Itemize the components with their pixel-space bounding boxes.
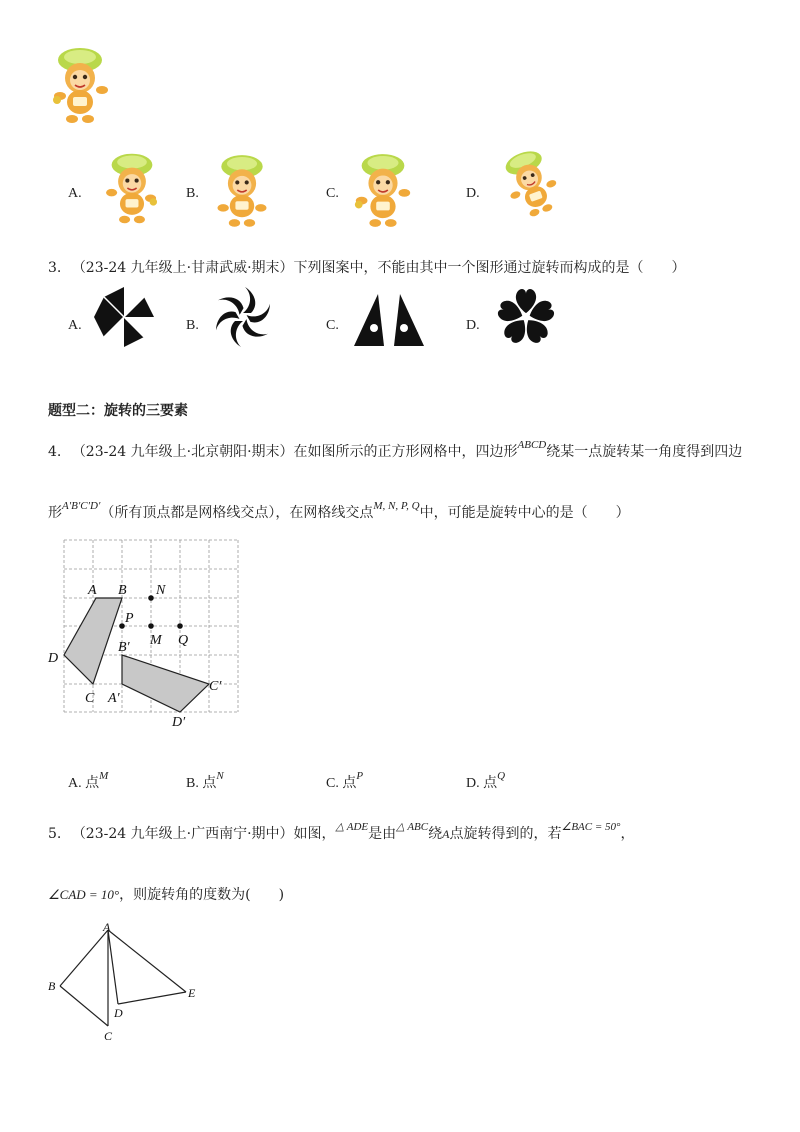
q3-option-d-label[interactable]: D. bbox=[466, 318, 480, 333]
q3-number: 3. bbox=[48, 260, 62, 276]
spiral-pattern-image[interactable] bbox=[210, 284, 276, 350]
q4-text3: 形 bbox=[48, 505, 62, 521]
label-a: A bbox=[88, 583, 97, 598]
q3-text: 下列图案中，不能由其中一个图形通过旋转而构成的是（ ） bbox=[293, 260, 686, 276]
q3-source: （23-24 九年级上·甘肃武威·期末） bbox=[71, 260, 294, 276]
mascot-option-d-image[interactable] bbox=[498, 148, 564, 218]
q4-text1: 在如图所示的正方形网格中，四边形 bbox=[293, 444, 518, 460]
point-n-dot bbox=[148, 595, 154, 601]
q4-quad1: ABCD bbox=[517, 439, 547, 451]
hearts-pattern-image[interactable] bbox=[492, 284, 560, 350]
q4-quad2: A′B′C′D′ bbox=[62, 500, 101, 512]
q4-option-d-word: 点 bbox=[483, 775, 498, 791]
q5-text5: ，则旋转角的度数为( ) bbox=[119, 887, 285, 903]
q3-option-c-label[interactable]: C. bbox=[326, 318, 339, 333]
q4-option-a-point: M bbox=[99, 770, 109, 782]
label-a: A bbox=[103, 920, 111, 934]
quadrilateral-abcd bbox=[64, 598, 122, 684]
label-b: B bbox=[48, 979, 56, 993]
q2-option-a-label[interactable]: A. bbox=[68, 186, 82, 201]
q5-comma: ， bbox=[620, 826, 635, 842]
label-b: B bbox=[118, 583, 127, 598]
q3-option-b-label[interactable]: B. bbox=[186, 318, 199, 333]
point-m-dot bbox=[148, 623, 154, 629]
q4-option-a-word: 点 bbox=[85, 775, 100, 791]
q5-stem-line1 bbox=[48, 823, 634, 843]
q4-option-c-point: P bbox=[356, 770, 364, 782]
mascot-option-c-image[interactable] bbox=[350, 150, 416, 230]
label-q: Q bbox=[178, 633, 189, 648]
q5-number: 5. bbox=[48, 826, 62, 842]
q5-angle2: ∠CAD = 10° bbox=[48, 887, 120, 902]
q4-option-b[interactable] bbox=[186, 772, 224, 792]
q5-stem-line2 bbox=[48, 884, 284, 904]
q4-option-b-point: N bbox=[216, 770, 224, 782]
label-d-prime: D′ bbox=[172, 715, 186, 728]
q5-text3: 绕 bbox=[428, 826, 443, 842]
label-c: C bbox=[85, 691, 95, 706]
pinwheel-pattern-image[interactable] bbox=[92, 285, 156, 349]
quadrilateral-a1b1c1d1 bbox=[122, 655, 209, 712]
mascot-reference-image bbox=[46, 44, 114, 126]
q5-text1: 如图， bbox=[293, 826, 336, 842]
q4-option-c[interactable] bbox=[326, 772, 363, 792]
q2-option-c-label[interactable]: C. bbox=[326, 186, 339, 201]
q5-text2: 是由 bbox=[368, 826, 397, 842]
label-c-prime: C′ bbox=[209, 679, 222, 694]
q4-number: 4. bbox=[48, 444, 62, 460]
q5-tri1: △ ADE bbox=[335, 821, 369, 833]
label-c: C bbox=[104, 1029, 113, 1043]
q2-option-d-label[interactable]: D. bbox=[466, 186, 480, 201]
q4-stem-line2 bbox=[48, 502, 630, 522]
q3-stem bbox=[48, 257, 686, 277]
q5-point-a: A bbox=[442, 827, 450, 841]
q4-points: M, N, P, Q bbox=[373, 500, 420, 512]
point-p-dot bbox=[119, 623, 125, 629]
q4-option-a-label: A. bbox=[68, 776, 82, 791]
label-m: M bbox=[150, 633, 162, 648]
q4-stem-line1 bbox=[48, 441, 742, 461]
label-a-prime: A′ bbox=[108, 691, 120, 706]
q4-option-c-label: C. bbox=[326, 776, 339, 791]
q4-option-d-point: Q bbox=[497, 770, 506, 782]
q4-text4: （所有顶点都是网格线交点），在网格线交点 bbox=[100, 505, 374, 521]
q2-option-b-label[interactable]: B. bbox=[186, 186, 199, 201]
point-q-dot bbox=[177, 623, 183, 629]
q4-text2: 绕某一点旋转某一角度得到四边 bbox=[546, 444, 743, 460]
q4-option-c-word: 点 bbox=[342, 775, 357, 791]
q4-grid-figure bbox=[44, 534, 248, 728]
q4-text5: 中，可能是旋转中心的是（ ） bbox=[419, 505, 630, 521]
triangles-pattern-image[interactable] bbox=[350, 290, 428, 350]
q4-source: （23-24 九年级上·北京朝阳·期末） bbox=[71, 444, 294, 460]
label-b-prime: B′ bbox=[118, 640, 130, 655]
label-p: P bbox=[125, 611, 134, 626]
q4-option-b-label: B. bbox=[186, 776, 199, 791]
q5-triangle-figure bbox=[42, 920, 208, 1046]
q5-angle1: ∠BAC = 50° bbox=[561, 821, 621, 833]
mascot-option-b-image[interactable] bbox=[210, 150, 274, 230]
section-title: 题型二：旋转的三要素 bbox=[48, 403, 188, 419]
q4-option-a[interactable] bbox=[68, 772, 108, 792]
label-n: N bbox=[156, 583, 166, 598]
q5-text4: 点旋转得到的，若 bbox=[449, 826, 562, 842]
q3-option-a-label[interactable]: A. bbox=[68, 318, 82, 333]
q4-option-d[interactable] bbox=[466, 772, 505, 792]
q5-source: （23-24 九年级上·广西南宁·期中） bbox=[71, 826, 294, 842]
label-e: E bbox=[188, 986, 196, 1000]
label-d: D bbox=[48, 651, 59, 666]
label-d: D bbox=[114, 1006, 123, 1020]
q4-option-b-word: 点 bbox=[202, 775, 217, 791]
q5-tri2: △ ABC bbox=[396, 821, 429, 833]
q4-option-d-label: D. bbox=[466, 776, 480, 791]
mascot-option-a-image[interactable] bbox=[100, 150, 164, 226]
